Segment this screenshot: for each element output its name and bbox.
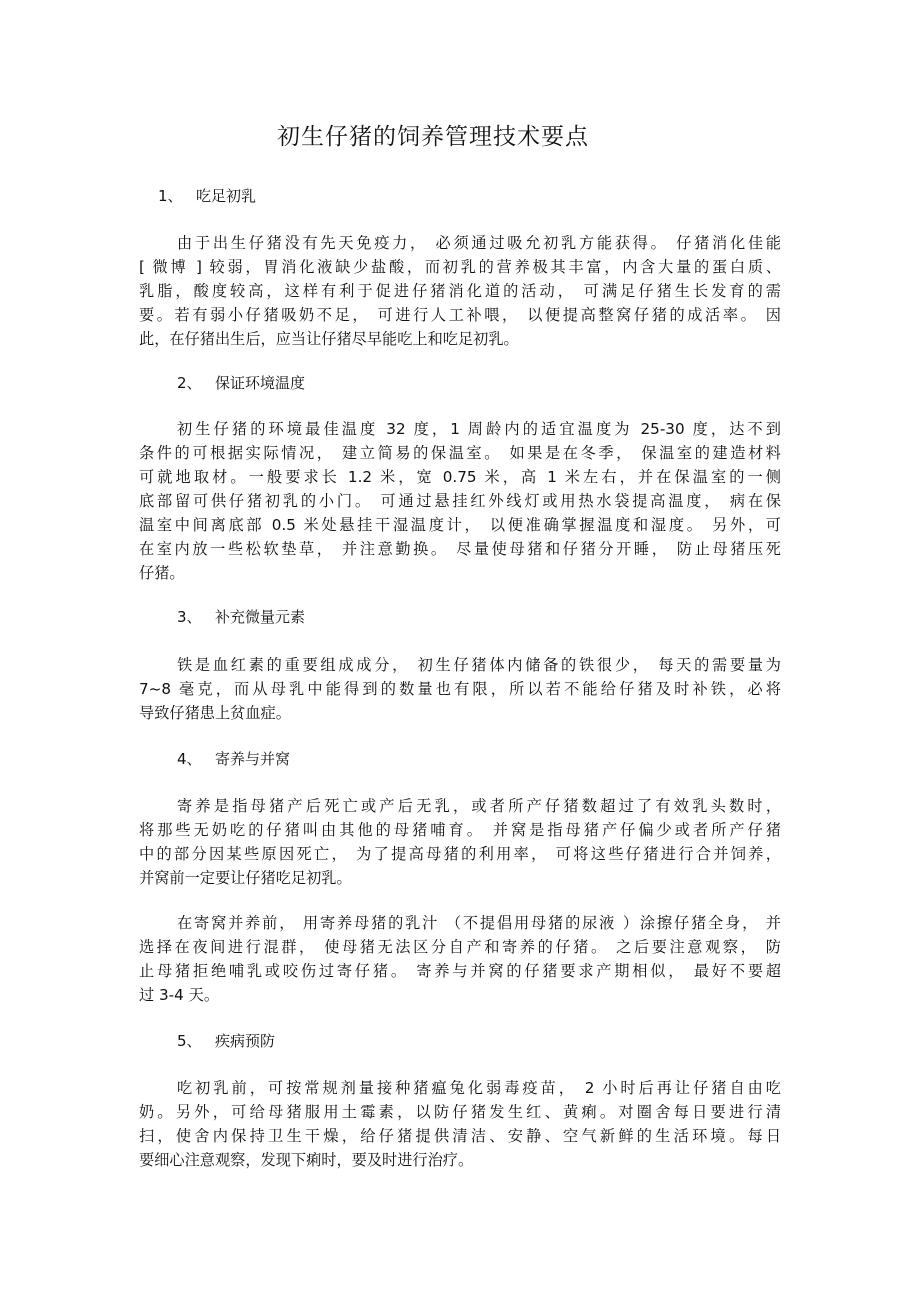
paragraph-3-1 [139, 653, 781, 725]
text-line: 温室中间离底部 0.5 米处悬挂干湿温度计， 以便准确掌握温度和湿度。 另外，可 [139, 516, 781, 534]
text-line: 导致仔猪患上贫血症。 [139, 704, 291, 722]
paragraph-4-2 [139, 911, 781, 1007]
text-line: 仔猪。 [139, 564, 185, 582]
text-line: 过 3-4 天。 [139, 986, 220, 1004]
section-number: 1、 [158, 187, 183, 205]
section-heading-4 [177, 748, 290, 770]
text-line: 吃初乳前，可按常规剂量接种猪瘟兔化弱毒疫苗， 2 小时后再让仔猪自由吃 [177, 1079, 781, 1097]
text-line: 要。若有弱小仔猪吸奶不足， 可进行人工补喂， 以便提高整窝仔猪的成活率。 因 [139, 306, 781, 324]
section-number: 5、 [177, 1032, 202, 1050]
section-heading-3 [177, 606, 305, 628]
section-title: 寄养与并窝 [215, 750, 291, 768]
text-line: 寄养是指母猪产后死亡或产后无乳，或者所产仔猪数超过了有效乳头数时， [177, 797, 781, 815]
text-line: 初生仔猪的环境最佳温度 32 度，1 周龄内的适宜温度为 25-30 度，达不到 [177, 420, 781, 438]
section-title: 吃足初乳 [196, 187, 257, 205]
text-line: 可就地取材。一般要求长 1.2 米，宽 0.75 米，高 1 米左右，并在保温室的一侧 [139, 468, 781, 486]
text-line: 此，在仔猪出生后，应当让仔猪尽早能吃上和吃足初乳。 [139, 330, 519, 348]
section-heading-5 [177, 1030, 275, 1052]
paragraph-4-1 [139, 794, 781, 890]
text-line: 在室内放一些松软垫草， 并注意勤换。 尽量使母猪和仔猪分开睡， 防止母猪压死 [139, 540, 781, 558]
section-title: 保证环境温度 [215, 374, 306, 392]
text-line: 选择在夜间进行混群， 使母猪无法区分自产和寄养的仔猪。 之后要注意观察， 防 [139, 938, 781, 956]
text-line: 中的部分因某些原因死亡， 为了提高母猪的利用率， 可将这些仔猪进行合并饲养， [139, 845, 781, 863]
paragraph-1-1 [139, 231, 781, 351]
page-title: 初生仔猪的饲养管理技术要点 [277, 124, 589, 150]
text-line: 由于出生仔猪没有先天免疫力， 必须通过吸允初乳方能获得。 仔猪消化佳能 [177, 234, 781, 252]
text-line: 将那些无奶吃的仔猪叫由其他的母猪哺育。 并窝是指母猪产仔偏少或者所产仔猪 [139, 821, 781, 839]
text-line: 铁是血红素的重要组成成分， 初生仔猪体内储备的铁很少， 每天的需要量为 [177, 656, 781, 674]
text-line: 要细心注意观察，发现下痢时，要及时进行治疗。 [139, 1151, 474, 1169]
paragraph-2-1 [139, 417, 781, 585]
section-number: 3、 [177, 608, 202, 626]
text-line: 条件的可根据实际情况， 建立简易的保温室。 如果是在冬季， 保温室的建造材料 [139, 444, 781, 462]
text-line: 止母猪拒绝哺乳或咬伤过寄仔猪。 寄养与并窝的仔猪要求产期相似， 最好不要超 [139, 962, 781, 980]
text-line: 奶。另外，可给母猪服用土霉素，以防仔猪发生红、黄痢。对圈舍每日要进行清 [139, 1103, 781, 1121]
text-line: [ 微博 ] 较弱，胃消化液缺少盐酸，而初乳的营养极其丰富，内含大量的蛋白质、 [139, 258, 781, 276]
section-number: 4、 [177, 750, 202, 768]
text-line: 在寄窝并养前， 用寄养母猪的乳汁 （不提倡用母猪的尿液 ）涂擦仔猪全身， 并 [177, 914, 781, 932]
text-line: 并窝前一定要让仔猪吃足初乳。 [139, 869, 352, 887]
section-title: 疾病预防 [215, 1032, 276, 1050]
section-number: 2、 [177, 374, 202, 392]
section-title: 补充微量元素 [215, 608, 306, 626]
text-line: 扫，使舍内保持卫生干燥，给仔猪提供清洁、安静、空气新鲜的生活环境。每日 [139, 1127, 781, 1145]
text-line: 底部留可供仔猪初乳的小门。 可通过悬挂红外线灯或用热水袋提高温度， 病在保 [139, 492, 781, 510]
paragraph-5-1 [139, 1076, 781, 1172]
text-line: 7~8 毫克，而从母乳中能得到的数量也有限，所以若不能给仔猪及时补铁，必将 [139, 680, 781, 698]
section-heading-1 [158, 185, 256, 207]
section-heading-2 [177, 372, 305, 394]
text-line: 乳脂，酸度较高，这样有利于促进仔猪消化道的活动， 可满足仔猪生长发育的需 [139, 282, 781, 300]
